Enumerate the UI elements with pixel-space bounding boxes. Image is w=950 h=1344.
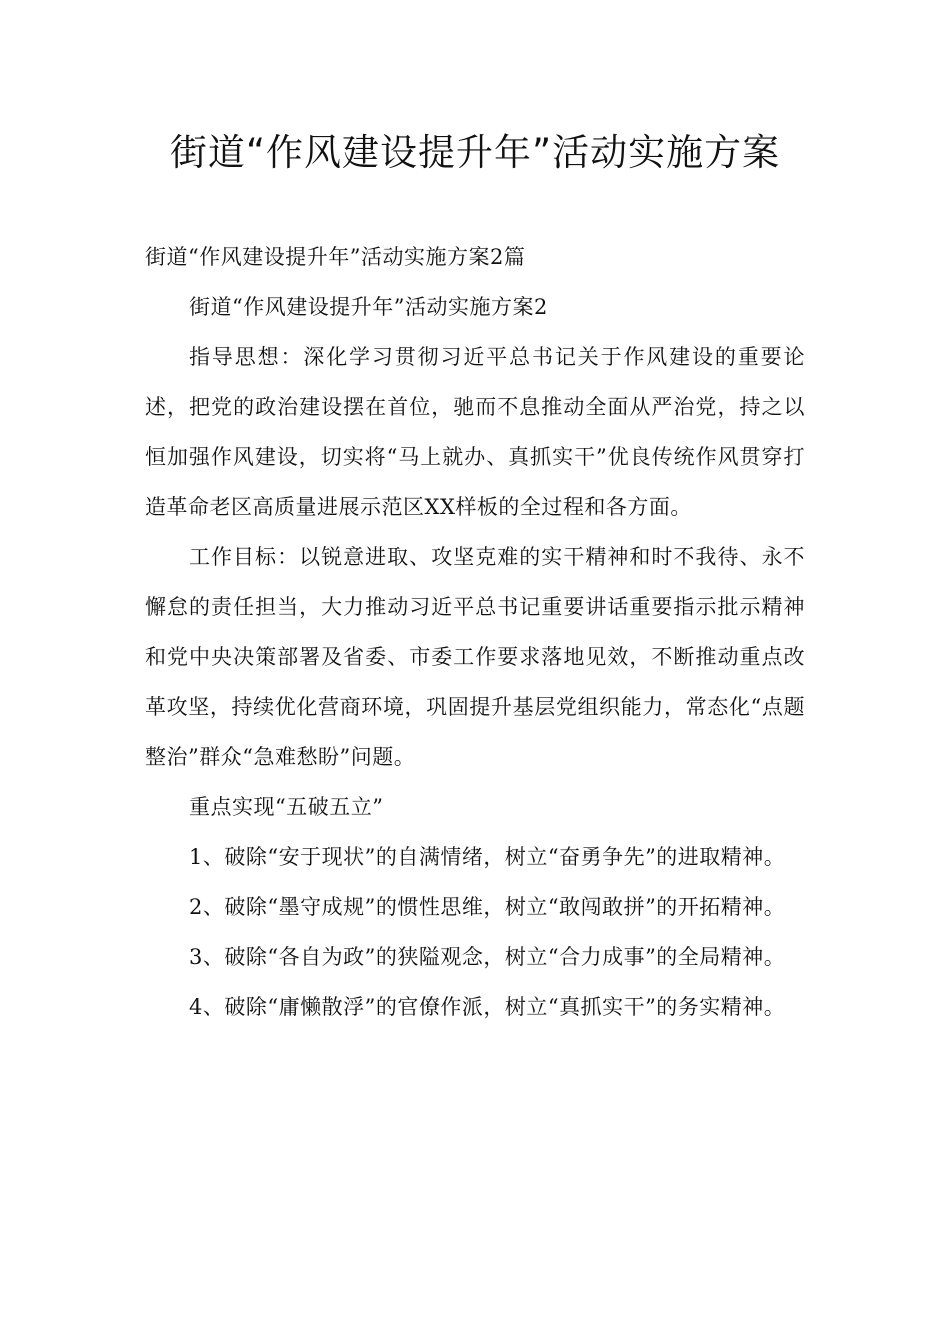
document-body <box>145 232 805 1032</box>
document-title: 街道“作风建设提升年”活动实施方案 <box>169 131 781 174</box>
document-subtitle: 街道“作风建设提升年”活动实施方案2篇 <box>145 245 526 269</box>
section-heading: 街道“作风建设提升年”活动实施方案2 <box>189 295 548 319</box>
paragraph-work-goal: 工作目标：以锐意进取、攻坚克难的实干精神和时不我待、永不懈怠的责任担当，大力推动习近平总书记重要讲话重要指示批示精神和党中央决策部署及省委、市委工作要求落地见效，不断推动重点改革攻坚，持续优化营商环境，巩固提升基层党组织能力，常态化“点题整治”群众“急难愁盼”问题。 <box>145 545 805 769</box>
paragraph-key-points-intro: 重点实现“五破五立” <box>189 795 384 819</box>
list-item: 2、破除“墨守成规”的惯性思维，树立“敢闯敢拼”的开拓精神。 <box>189 895 786 919</box>
list-item: 1、破除“安于现状”的自满情绪，树立“奋勇争先”的进取精神。 <box>189 845 786 869</box>
paragraph-guiding-thought: 指导思想：深化学习贯彻习近平总书记关于作风建设的重要论述，把党的政治建设摆在首位，驰而不息推动全面从严治党，持之以恒加强作风建设，切实将“马上就办、真抓实干”优良传统作风贯穿打造革命老区高质量进展示范区XX样板的全过程和各方面。 <box>145 345 805 519</box>
list-item: 3、破除“各自为政”的狭隘观念，树立“合力成事”的全局精神。 <box>189 945 786 969</box>
list-item: 4、破除“庸懒散浮”的官僚作派，树立“真抓实干”的务实精神。 <box>189 995 786 1019</box>
